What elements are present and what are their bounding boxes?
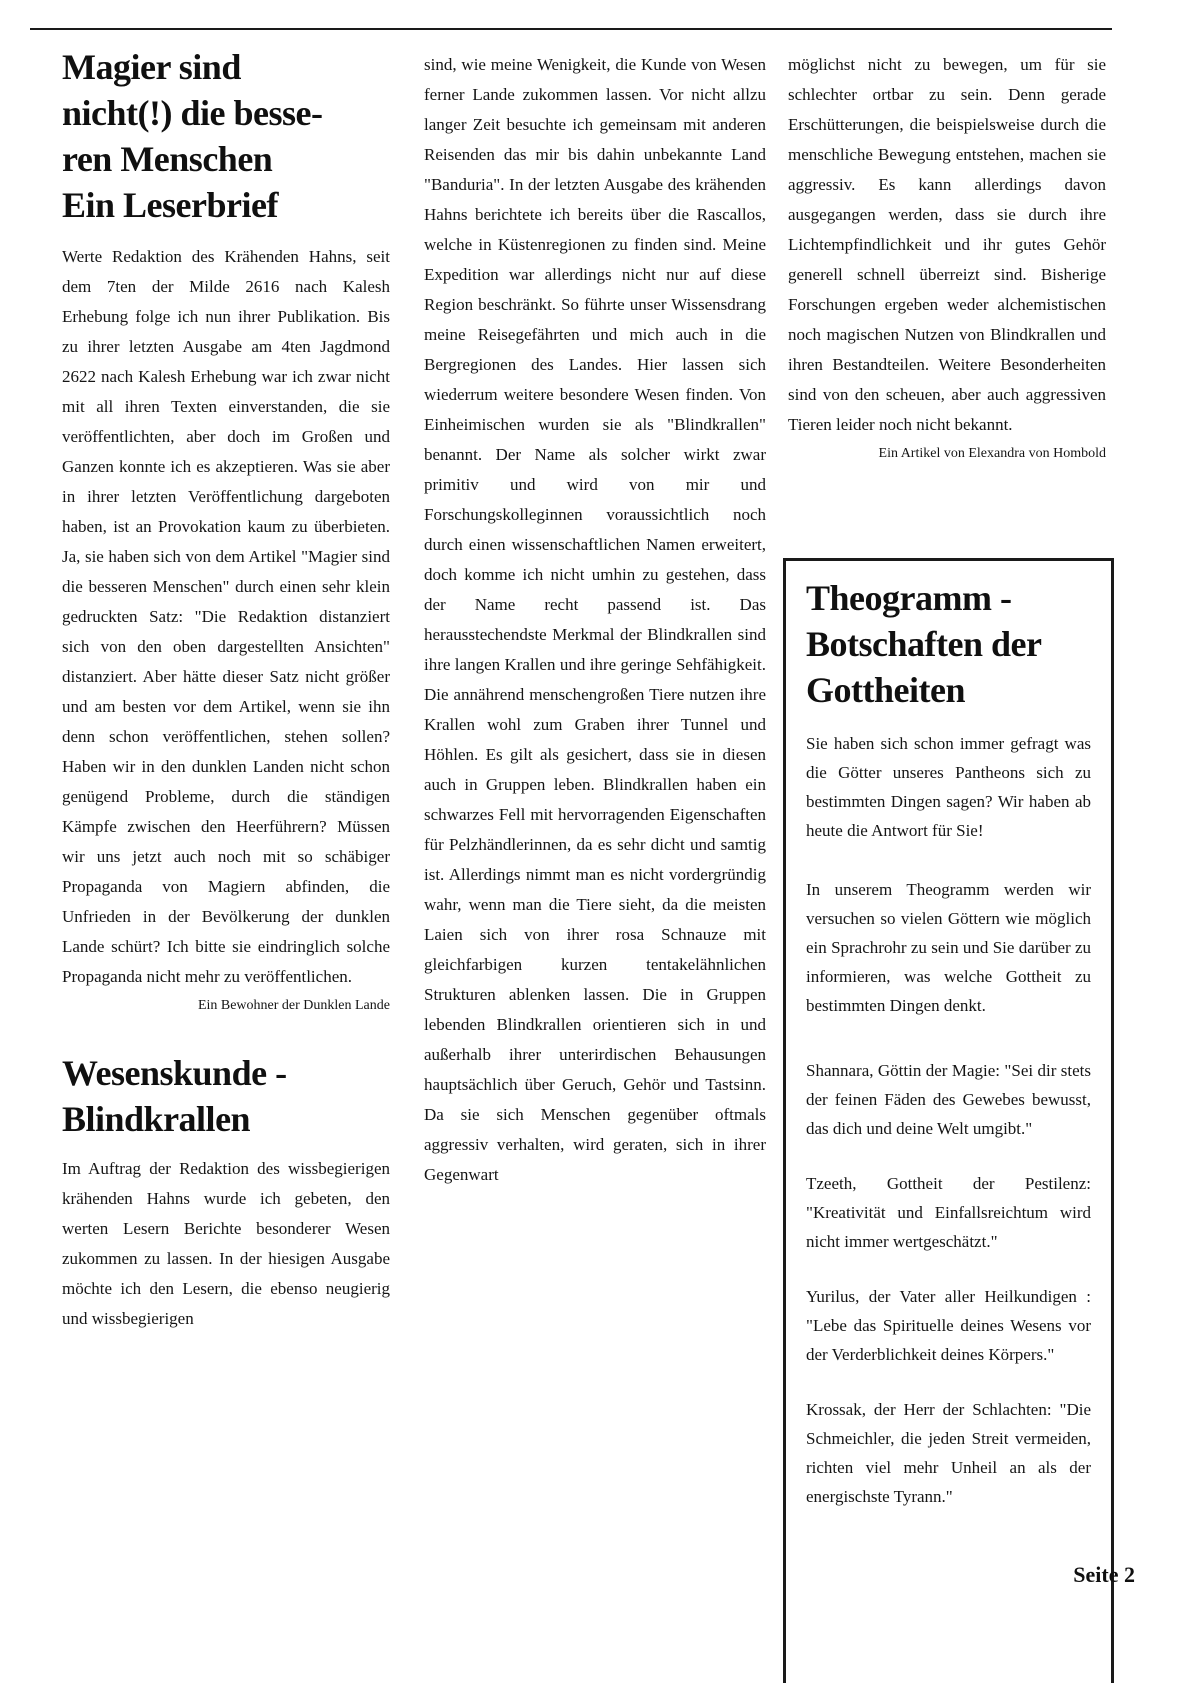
leserbrief-signature: Ein Bewohner der Dunklen Lande [197, 998, 390, 1013]
wesenskunde-body-part3: möglichst nicht zu bewegen, um für sie schlechter ortbar zu sein. Denn gerade Erschütterungen, die beispielsweise durch die menschliche Bewegung entstehen, machen sie aggressiv. Es kann allerdings davon ausgegangen werden, dass sie durch ihre Lichtempfindlichkeit und ihr gutes Gehör generell schnell überreizt sind. Bisherige Forschungen ergeben weder alchemistischen noch magischen Nutzen von Blindkrallen und ihren Bestandteilen. Weitere Besonderheiten sind von den scheuen, aber auch aggressiven Tieren leider noch nicht bekannt. [788, 55, 1106, 434]
theogramm-mission: In unserem Theogramm werden wir versuchen so vielen Göttern wie möglich ein Sprachrohr zu sein und Sie darüber zu informieren, was welche Gottheit zu bestimmten Dingen denkt. [806, 880, 1091, 1015]
column-3 [788, 50, 1106, 464]
deity-quote-yurilus: Yurilus, der Vater aller Heilkundigen : "Lebe das Spirituelle deines Wesens vor der Verderblichkeit deines Körpers." [806, 1287, 1091, 1364]
leserbrief-subheadline: Ein Leserbrief [62, 185, 278, 225]
headline-line: Gottheiten [806, 670, 965, 710]
deity-quote-krossak: Krossak, der Herr der Schlachten: "Die Schmeichler, die jeden Streit vermeiden, richten viel mehr Unheil an als der energischste Tyrann." [806, 1400, 1091, 1506]
column-1 [62, 44, 390, 1334]
headline-line: Blindkrallen [62, 1099, 251, 1139]
theogramm-intro: Sie haben sich schon immer gefragt was die Götter unseres Pantheons sich zu bestimmten Dingen sagen? Wir haben ab heute die Antwort für Sie! [806, 734, 1091, 840]
column-2 [424, 50, 766, 1190]
theogramm-headline [806, 575, 1091, 713]
headline-line: nicht(!) die besse- [62, 93, 323, 133]
wesenskunde-headline [62, 1050, 390, 1142]
page-number: Seite 2 [1073, 1562, 1135, 1587]
wesenskunde-signature: Ein Artikel von Elexandra von Hombold [878, 446, 1106, 461]
top-divider-rule [30, 28, 1112, 30]
leserbrief-body: Werte Redaktion des Krähenden Hahns, seit dem 7ten der Milde 2616 nach Kalesh Erhebung folge ich nun ihrer Publikation. Bis zu ihrer letzten Ausgabe am 4ten Jagdmond 2622 nach Kalesh Erhebung war ich zwar nicht mit all ihren Texten einverstanden, die sie veröffentlichten, aber doch im Großen und Ganzen konnte ich es akzeptieren. Was sie aber in ihrer letzten Veröffentlichung dargeboten haben, ist an Provokation kaum zu überbieten. Ja, sie haben sich von dem Artikel "Magier sind die besseren Menschen" durch einen sehr klein gedruckten Satz: "Die Redaktion distanziert sich von den oben dargestellten Ansichten" distanziert. Aber hätte dieser Satz nicht größer und am besten vor dem Artikel, wenn sie ihn denn schon veröffentlichen, stehen sollen? Haben wir in den dunklen Landen nicht schon genügend Probleme, durch die ständigen Kämpfe zwischen den Heerführern? Müssen wir uns jetzt auch noch mit so schäbiger Propaganda von Magiern abfinden, die Unfrieden in der Bevölkerung der dunklen Lande schürt? Ich bitte sie eindringlich solche Propaganda nicht mehr zu veröffentlichen. [62, 247, 390, 986]
wesenskunde-body-part1: Im Auftrag der Redaktion des wissbegierigen krähenden Hahns wurde ich gebeten, den werten Lesern Berichte besonderer Wesen zukommen zu lassen. In der hiesigen Ausgabe möchte ich den Lesern, die ebenso neugierig und wissbegierigen [62, 1159, 390, 1328]
leserbrief-headline [62, 44, 390, 228]
headline-line: Theogramm - [806, 578, 1012, 618]
headline-line: Botschaften der [806, 624, 1042, 664]
headline-line: Wesenskunde - [62, 1053, 287, 1093]
wesenskunde-body-part2: sind, wie meine Wenigkeit, die Kunde von Wesen ferner Lande zukommen lassen. Vor nicht allzu langer Zeit besuchte ich gemeinsam mit anderen Reisenden das mir bis dahin unbekannte Land "Banduria". In der letzten Ausgabe des krähenden Hahns berichtete ich bereits über die Rascallos, welche in Küstenregionen zu finden sind. Meine Expedition war allerdings nicht nur auf diese Region beschränkt. So führte unser Wissensdrang meine Reisegefährten und mich auch in die Bergregionen des Landes. Hier lassen sich wiederrum weitere besondere Wesen finden. Von Einheimischen wurden sie als "Blindkrallen" benannt. Der Name als solcher wirkt zwar primitiv und wird von mir und Forschungskolleginnen voraussichtlich noch durch einen wissenschaftlichen Namen erweitert, doch komme ich nicht umhin zu gestehen, dass der Name recht passend ist. Das herausstechendste Merkmal der Blindkrallen sind ihre langen Krallen und ihre geringe Sehfähigkeit. Die annährend menschengroßen Tiere nutzen ihre Krallen wohl zum Graben ihrer Tunnel und Höhlen. Es gilt als gesichert, dass sie in diesen auch in Gruppen leben. Blindkrallen haben ein schwarzes Fell mit hervorragenden Eigenschaften für Pelzhändlerinnen, da es sehr dicht und samtig ist. Allerdings nimmt man es nicht vordergründig wahr, wenn man die Tiere sieht, da die meisten Laien sich von ihrer rosa Schnauze mit gleichfarbigen kurzen tentakelähnlichen Strukturen ablenken lassen. Die in Gruppen lebenden Blindkrallen orientieren sich in und außerhalb ihrer unterirdischen Behausungen hauptsächlich über Geruch, Gehör und Tastsinn. Da sie sich Menschen gegenüber oftmals aggressiv verhalten, wird geraten, sich in ihrer Gegenwart [424, 55, 766, 1184]
headline-line: ren Menschen [62, 139, 273, 179]
deity-quote-shannara: Shannara, Göttin der Magie: "Sei dir stets der feinen Fäden des Gewebes bewusst, das dich und deine Welt umgibt." [806, 1061, 1091, 1138]
deity-quote-tzeeth: Tzeeth, Gottheit der Pestilenz: "Kreativität und Einfallsreichtum wird nicht immer wertgeschätzt." [806, 1174, 1091, 1251]
headline-line: Magier sind [62, 47, 241, 87]
theogramm-box [783, 558, 1114, 1683]
